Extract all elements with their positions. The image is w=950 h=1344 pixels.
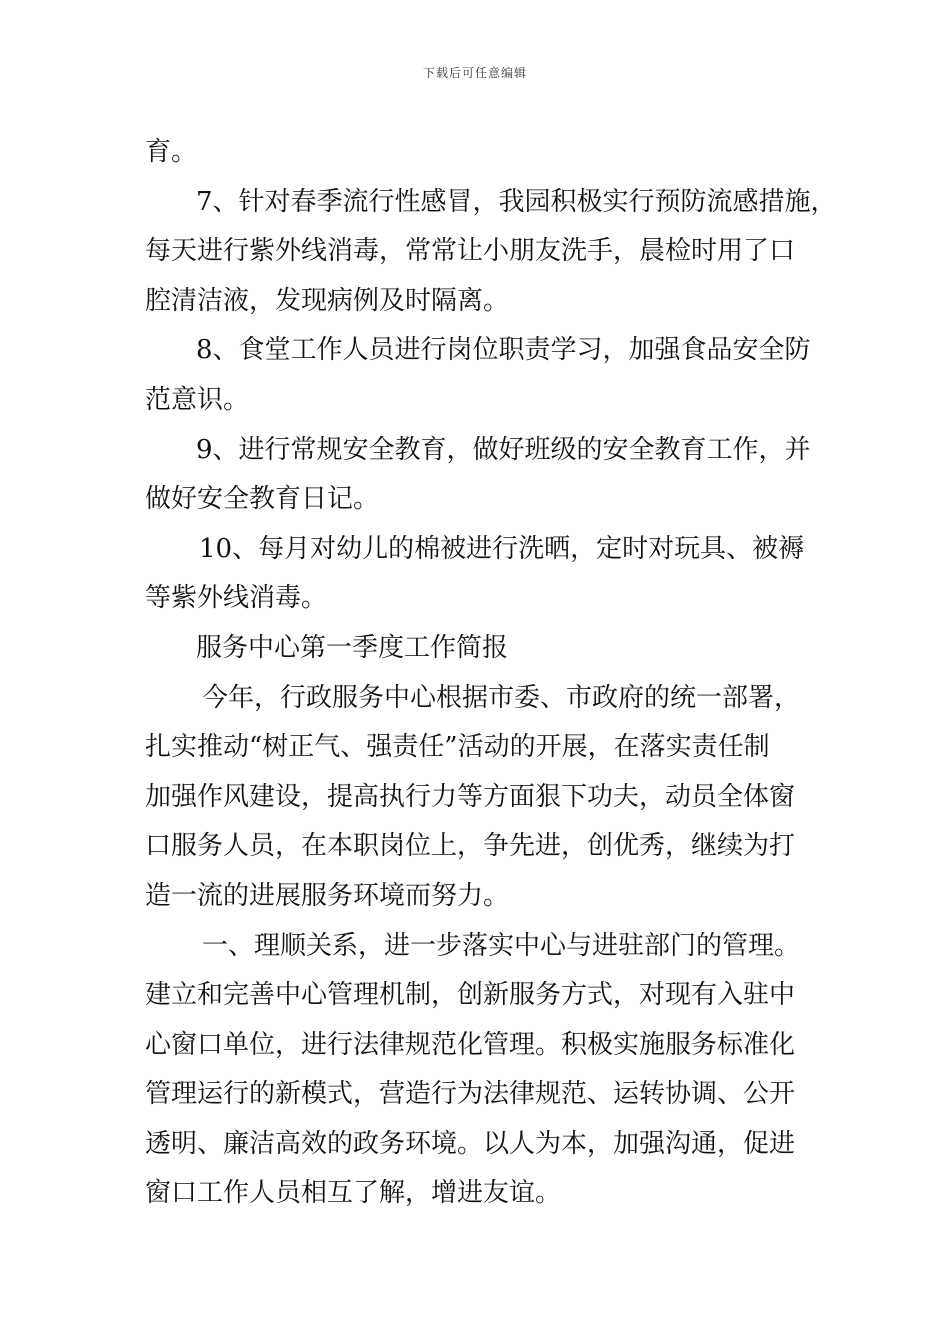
text-line: 窗口工作人员相互了解，增进友谊。 bbox=[145, 1178, 562, 1209]
text-line: 加强作风建设，提高执行力等方面狠下功夫，动员全体窗 bbox=[145, 781, 796, 812]
text-line: 造一流的进展服务环境而努力。 bbox=[145, 880, 510, 911]
document-body bbox=[145, 128, 837, 1219]
text-line: 每天进行紫外线消毒，常常让小朋友洗手，晨检时用了口 bbox=[145, 236, 796, 267]
text-line: 范意识。 bbox=[145, 384, 250, 415]
text-line: 口服务人员，在本职岗位上，争先进，创优秀，继续为打 bbox=[145, 831, 796, 862]
text-line: 等紫外线消毒。 bbox=[145, 583, 328, 614]
header-note: 下载后可任意编辑 bbox=[422, 66, 527, 80]
text-line: 做好安全教育日记。 bbox=[145, 484, 380, 515]
paragraph-item-10: 10、每月对幼儿的棉被进行洗晒，定时对玩具、被褥 bbox=[199, 533, 805, 564]
text-line: 育。 bbox=[145, 137, 198, 167]
text-line: 建立和完善中心管理机制，创新服务方式，对现有入驻中 bbox=[145, 980, 796, 1011]
paragraph-item-9: 9、进行常规安全教育，做好班级的安全教育工作，并 bbox=[196, 434, 811, 465]
paragraph-section-1: 一、理顺关系，进一步落实中心与进驻部门的管理。 bbox=[202, 930, 801, 961]
text-line: 管理运行的新模式，营造行为法律规范、运转协调、公开 bbox=[145, 1079, 796, 1110]
text-line: 心窗口单位，进行法律规范化管理。积极实施服务标准化 bbox=[145, 1029, 796, 1060]
section-title: 服务中心第一季度工作简报 bbox=[196, 632, 509, 663]
paragraph-item-8: 8、食堂工作人员进行岗位职责学习，加强食品安全防 bbox=[196, 335, 811, 366]
paragraph-intro: 今年，行政服务中心根据市委、市政府的统一部署， bbox=[202, 682, 801, 713]
text-line: 透明、廉洁高效的政务环境。以人为本，加强沟通，促进 bbox=[145, 1128, 796, 1159]
paragraph-item-7: 7、针对春季流行性感冒，我园积极实行预防流感措施， bbox=[196, 186, 837, 217]
text-line: 腔清洁液，发现病例及时隔离。 bbox=[145, 285, 510, 316]
text-line: 扎实推动“树正气、强责任”活动的开展，在落实责任制 bbox=[145, 732, 770, 763]
